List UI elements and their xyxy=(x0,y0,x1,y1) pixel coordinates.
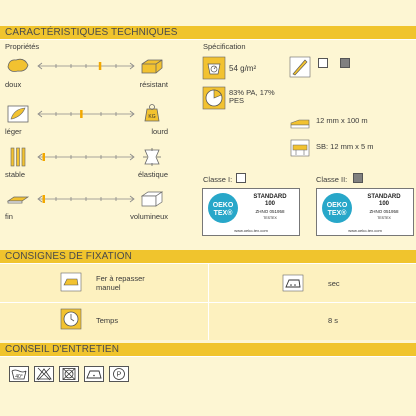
spec-roll-1: 12 mm x 100 m xyxy=(316,116,368,125)
thick-layer-icon xyxy=(140,188,164,210)
specification-title: Spécification xyxy=(203,42,246,51)
roll-large-icon xyxy=(289,111,311,133)
scale-fin-volumineux xyxy=(36,194,136,204)
oeko-tex-label-2 xyxy=(316,188,414,236)
stable-fabric-icon xyxy=(8,146,28,168)
svg-text:40°: 40° xyxy=(15,374,23,380)
wash-40-icon xyxy=(9,366,29,382)
weight-icon xyxy=(141,103,163,123)
scale-right-label-4: volumineux xyxy=(130,212,168,221)
spec-roll-2: SB: 12 mm x 5 m xyxy=(316,142,374,151)
oeko-tex-logo: OEKO TEX® xyxy=(322,193,352,223)
dry-clean-p-icon xyxy=(109,366,129,382)
oeko-tex-url: www.oeko-tex.com xyxy=(348,228,382,233)
spec-composition-line2: PES xyxy=(229,96,245,105)
class-2-checkbox xyxy=(353,173,363,183)
scale-left-label-2: léger xyxy=(5,127,22,136)
fixation-row1-value: sec xyxy=(328,279,340,288)
class-1-label: Classe I: xyxy=(203,175,233,184)
no-bleach-icon xyxy=(34,366,54,382)
elastic-fabric-icon xyxy=(141,146,163,168)
iron-low-icon xyxy=(84,366,104,382)
class-2-label: Classe II: xyxy=(316,175,348,184)
white-color-swatch xyxy=(318,58,328,68)
roll-small-icon xyxy=(289,137,311,159)
scale-right-label-3: élastique xyxy=(137,170,168,179)
scale-weight-icon xyxy=(202,56,226,80)
scale-left-label-3: stable xyxy=(5,170,26,179)
tape-pencil-icon xyxy=(289,56,311,78)
svg-text:P: P xyxy=(116,371,122,379)
oeko-tex-standard: STANDARD 100 ZHNO 051958 TESTEX xyxy=(253,194,287,220)
fixation-row1-label-line2: manuel xyxy=(96,283,121,292)
class-1-checkbox xyxy=(236,173,246,183)
brick-icon xyxy=(140,56,164,76)
section-header-fixation: CONSIGNES DE FIXATION xyxy=(0,250,416,263)
oeko-tex-label-1 xyxy=(202,188,300,236)
properties-title: Propriétés xyxy=(5,42,40,51)
svg-text:KG: KG xyxy=(148,114,156,120)
no-tumble-dry-icon xyxy=(59,366,79,382)
gray-color-swatch xyxy=(340,58,350,68)
fixation-row2-value: 8 s xyxy=(328,316,339,325)
composition-pie-icon xyxy=(202,86,226,110)
scale-right-label-1: résistant xyxy=(139,80,168,89)
oeko-tex-url: www.oeko-tex.com xyxy=(234,228,268,233)
fixation-row1-label-line1: Fer à repasser xyxy=(96,274,145,283)
oeko-tex-logo: OEKO TEX® xyxy=(208,193,238,223)
oeko-tex-standard: STANDARD 100 ZHNO 051958 TESTEX xyxy=(367,194,401,220)
section-header-care: CONSEIL D'ENTRETIEN xyxy=(0,343,416,356)
spec-weight: 54 g/m² xyxy=(229,64,257,73)
spec-composition-line1: 83% PA, 17% xyxy=(229,88,275,97)
scale-left-label-4: fin xyxy=(5,212,13,221)
scale-doux-resistant xyxy=(36,61,136,71)
iron-icon xyxy=(60,272,82,292)
scale-left-label-1: doux xyxy=(5,80,22,89)
iron-dry-icon xyxy=(282,274,304,292)
scale-stable-elastique xyxy=(36,152,136,162)
clock-icon xyxy=(60,308,82,330)
section-header-tech: CARACTÉRISTIQUES TECHNIQUES xyxy=(0,26,416,39)
thin-layer-icon xyxy=(6,191,30,209)
scale-right-label-2: lourd xyxy=(151,127,168,136)
scale-leger-lourd xyxy=(36,109,136,119)
feather-icon xyxy=(6,104,30,124)
fixation-row2-label: Temps xyxy=(96,316,119,325)
pillow-icon xyxy=(6,55,30,75)
